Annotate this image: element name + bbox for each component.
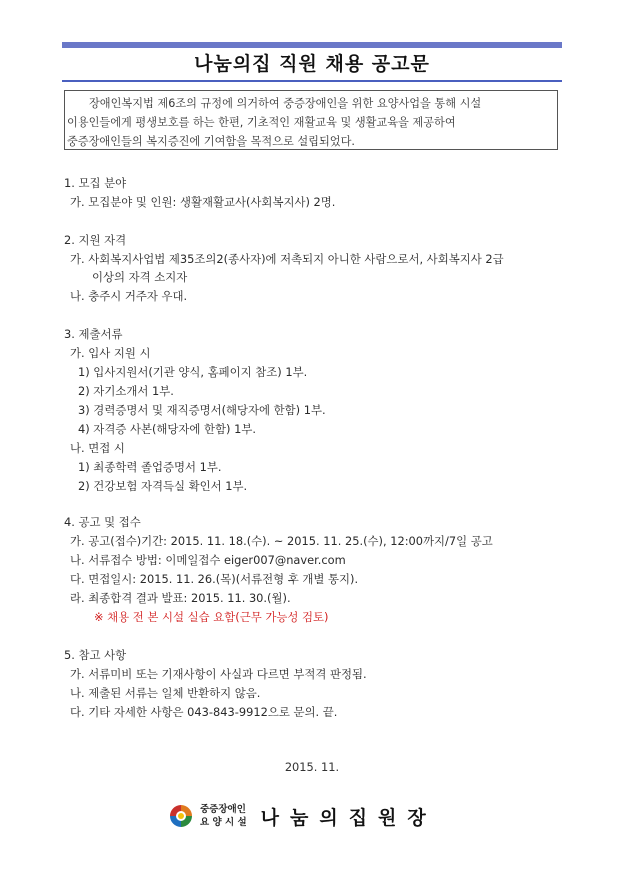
section-3-item-b: 나. 면접 시 [70,441,125,455]
section-4-item-d: 라. 최종합격 결과 발표: 2015. 11. 30.(월). [70,591,291,605]
section-5-item-c: 다. 기타 자세한 사항은 043-843-9912으로 문의. 끝. [70,705,338,719]
intro-line-2: 이용인들에게 평생보호를 하는 한편, 기초적인 재활교육 및 생활교육을 제공하여 [67,116,456,129]
section-2-heading: 2. 지원 자격 [64,233,127,247]
section-3-item-a: 가. 입사 지원 시 [70,346,151,360]
section-4-note: ※ 채용 전 본 시설 실습 요함(근무 가능성 검토) [94,610,329,624]
section-2-item-a-line-2: 이상의 자격 소지자 [92,270,188,284]
facility-name-line-2: 요 양 시 설 [200,817,247,828]
section-4-heading: 4. 공고 및 접수 [64,515,141,529]
section-3-a-item-1: 1) 입사지원서(기관 양식, 홈페이지 참조) 1부. [78,365,308,379]
issue-date: 2015. 11. [284,760,340,774]
section-3-a-item-4: 4) 자격증 사본(해당자에 한함) 1부. [78,422,256,436]
intro-box [64,90,558,150]
top-rule [62,42,562,48]
section-5-item-b: 나. 제출된 서류는 일체 반환하지 않음. [70,686,261,700]
director-title: 나눔의집원장 [260,806,437,829]
section-2-item-b: 나. 충주시 거주자 우대. [70,289,188,303]
facility-name-line-1: 중증장애인 [200,804,246,815]
section-5-heading: 5. 참고 사항 [64,648,127,662]
section-3-b-item-1: 1) 최종학력 졸업증명서 1부. [78,460,222,474]
section-4-item-b: 나. 서류접수 방법: 이메일접수 eiger007@naver.com [70,553,346,567]
section-3-a-item-3: 3) 경력증명서 및 재직증명서(해당자에 한함) 1부. [78,403,326,417]
section-4-item-a: 가. 공고(접수)기간: 2015. 11. 18.(수). ~ 2015. 11. 25.(수), 12:00까지/7일 공고 [70,534,493,548]
intro-line-1: 장애인복지법 제6조의 규정에 의거하여 중증장애인을 위한 요양사업을 통해 시설 [89,97,482,110]
title-underline [62,80,562,82]
facility-name [200,803,247,829]
section-3-heading: 3. 제출서류 [64,327,123,341]
section-4-item-c: 다. 면접일시: 2015. 11. 26.(목)(서류전형 후 개별 통지). [70,572,359,586]
section-2-item-a-line-1: 가. 사회복지사업법 제35조의2(종사자)에 저촉되지 아니한 사람으로서, 사회복지사 2급 [70,252,504,266]
section-3-b-item-2: 2) 건강보험 자격득실 확인서 1부. [78,479,248,493]
section-1-heading: 1. 모집 분야 [64,176,127,190]
page-title: 나눔의집 직원 채용 공고문 [194,53,430,75]
footer-signature [168,800,437,832]
section-5-item-a: 가. 서류미비 또는 기재사항이 사실과 다르면 부적격 판정됨. [70,667,367,681]
facility-logo-icon [168,803,194,829]
intro-line-3: 중증장애인들의 복지증진에 기여함을 목적으로 설립되었다. [67,135,355,148]
section-3-a-item-2: 2) 자기소개서 1부. [78,384,174,398]
section-1-item-a: 가. 모집분야 및 인원: 생활재활교사(사회복지사) 2명. [70,195,336,209]
